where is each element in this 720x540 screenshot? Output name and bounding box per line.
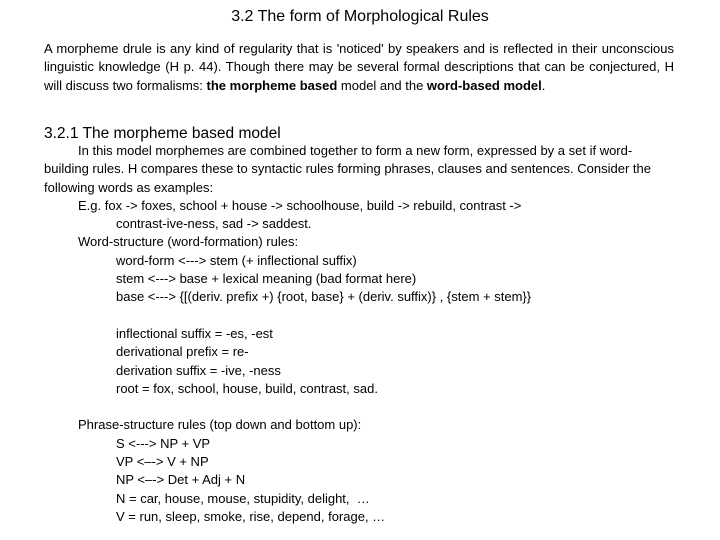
definition-line: derivational prefix = re-: [116, 344, 249, 360]
intro-text-middle: model and the: [337, 77, 427, 93]
phrase-rule: S <---> NP + VP: [116, 435, 211, 451]
phrase-rule: VP <–-> V + NP: [116, 454, 209, 470]
phrase-rule: N = car, house, mouse, stupidity, delight, …: [116, 490, 370, 506]
intro-bold-word-based: word-based model: [426, 77, 542, 93]
section-body: [44, 142, 674, 526]
phrase-rule: NP <–-> Det + Adj + N: [116, 472, 246, 488]
intro-text-before: A morpheme drule is any kind of regularity that is 'noticed' by speakers and is reflected in their unconscious linguistic knowledge (H p. 44). Though there may be several formal descriptions that can be conjectured, H will discuss two formalisms:: [44, 41, 674, 93]
intro-bold-morpheme-based: the morpheme based: [206, 77, 338, 93]
word-rule: stem <---> base + lexical meaning (bad format here): [116, 271, 417, 287]
blank-line: [44, 398, 674, 416]
phrase-structure-heading: Phrase-structure rules (top down and bottom up):: [78, 417, 362, 433]
intro-text-end: .: [541, 77, 546, 93]
section-paragraph: In this model morphemes are combined together to form a new form, expressed by a set if word-building rules. H compares these to syntactic rules forming phrases, clauses and sentences. Consider the following words as examples:: [44, 143, 651, 195]
definition-line: root = fox, school, house, build, contrast, sad.: [116, 380, 378, 396]
section-heading: 3.2.1 The morpheme based model: [44, 125, 281, 142]
blank-line: [44, 307, 674, 325]
intro-paragraph: [44, 40, 674, 95]
word-structure-heading: Word-structure (word-formation) rules:: [78, 234, 299, 250]
word-rule: word-form <---> stem (+ inflectional suffix): [116, 252, 357, 268]
example-line-1: E.g. fox -> foxes, school + house -> schoolhouse, build -> rebuild, contrast ->: [78, 197, 522, 213]
phrase-rule: V = run, sleep, smoke, rise, depend, forage, …: [116, 508, 386, 524]
word-rule: base <---> {[(deriv. prefix +) {root, base} + (deriv. suffix)} , {stem + stem}}: [116, 289, 532, 305]
page-title: 3.2 The form of Morphological Rules: [231, 8, 489, 25]
example-line-2: contrast-ive-ness, sad -> saddest.: [116, 216, 312, 232]
definition-line: inflectional suffix = -es, -est: [116, 325, 273, 341]
definition-line: derivation suffix = -ive, -ness: [116, 362, 281, 378]
